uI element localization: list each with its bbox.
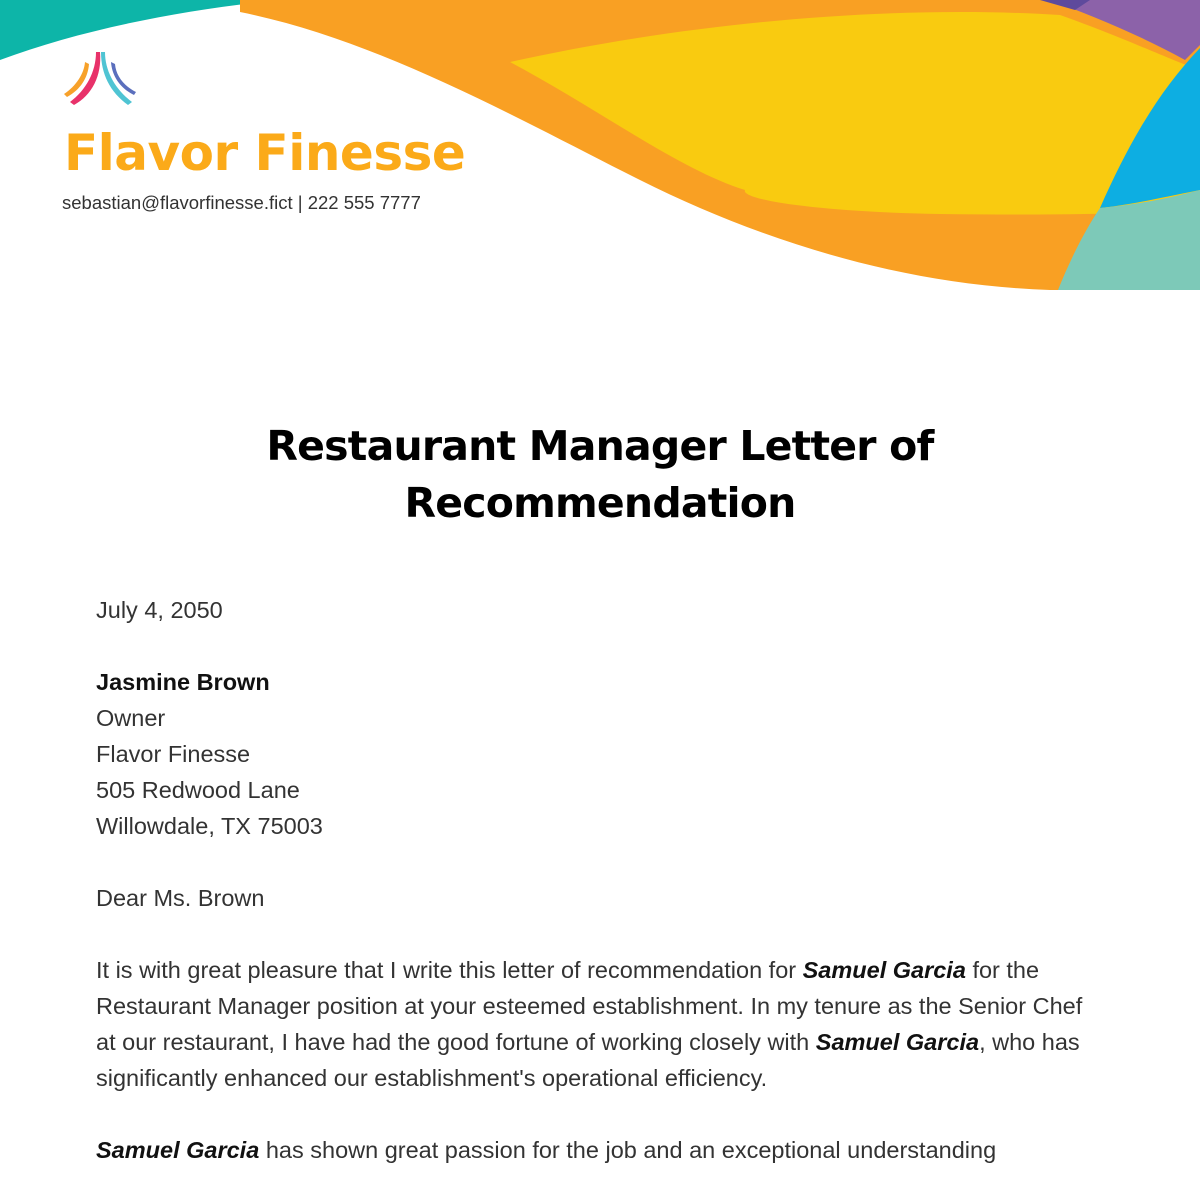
p1-text-3: , who has significantly enhanced our establishment's operational efficiency. bbox=[96, 1029, 1080, 1091]
title-line-2: Recommendation bbox=[404, 479, 796, 527]
paragraph-2 bbox=[96, 1132, 1106, 1168]
recipient-company: Flavor Finesse bbox=[96, 741, 251, 767]
recipient-title: Owner bbox=[96, 705, 166, 731]
fan-ribbon-logo-icon bbox=[62, 52, 136, 106]
recipient-city: Willowdale, TX 75003 bbox=[96, 813, 323, 839]
letter-body bbox=[96, 592, 1106, 1168]
teal-wave-shape bbox=[0, 0, 280, 60]
letter-date: July 4, 2050 bbox=[96, 597, 223, 623]
title-line-1: Restaurant Manager Letter of bbox=[266, 422, 934, 470]
candidate-name: Samuel Garcia bbox=[96, 1137, 260, 1163]
paragraph-1 bbox=[96, 952, 1106, 1096]
recipient-street: 505 Redwood Lane bbox=[96, 777, 300, 803]
candidate-name: Samuel Garcia bbox=[802, 957, 966, 983]
recipient-name: Jasmine Brown bbox=[96, 669, 270, 695]
brand-name: Flavor Finesse bbox=[64, 124, 466, 182]
p1-text-2: for the Restaurant Manager position at your esteemed establishment. In my tenure as the Senior Chef at our restaurant, I have had the good fortune of working closely with bbox=[96, 957, 1083, 1055]
document-title bbox=[0, 418, 1200, 532]
p2-text-1: has shown great passion for the job and an exceptional understanding bbox=[259, 1137, 997, 1163]
candidate-name: Samuel Garcia bbox=[815, 1029, 980, 1055]
yellow-wave-shape bbox=[510, 12, 1200, 215]
contact-info: sebastian@flavorfinesse.fict | 222 555 7777 bbox=[62, 192, 421, 213]
p1-text-1: It is with great pleasure that I write this letter of recommendation for bbox=[96, 957, 803, 983]
salutation: Dear Ms. Brown bbox=[96, 885, 265, 911]
